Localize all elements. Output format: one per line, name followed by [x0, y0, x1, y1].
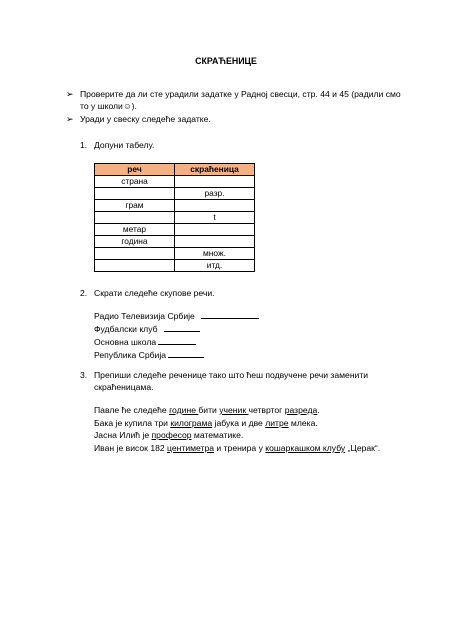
table-cell: итд. [175, 260, 255, 272]
sentence-text: Павле ће следеће [94, 405, 170, 415]
table-row [95, 260, 255, 272]
table-row [95, 248, 255, 260]
phrase-item [94, 322, 200, 335]
phrase-item [94, 335, 196, 348]
sentence-text: Јасна Илић је [94, 430, 152, 440]
underlined-word: кошаркашком клубу [265, 443, 346, 453]
underlined-word: разреда [284, 405, 318, 415]
underlined-word: литре [265, 418, 289, 428]
sentence-text: математике. [191, 430, 244, 440]
phrase-item [94, 309, 259, 322]
bullet-2-line-1: Уради у свеску следеће задатке. [80, 114, 211, 124]
abbreviation-table [94, 163, 255, 272]
underlined-word: професор [151, 430, 192, 440]
sentence-3 [94, 429, 243, 441]
table-row [95, 188, 255, 200]
table-cell: година [95, 236, 175, 248]
table-cell [95, 260, 175, 272]
table-cell: грам [95, 200, 175, 212]
underlined-word: центиметра [167, 443, 215, 453]
sentence-1 [94, 404, 320, 416]
phrase-text: Република Србија [94, 350, 167, 360]
arrow-bullet-icon: ➢ [66, 89, 74, 99]
phrase-text: Радио Телевизија Србије [94, 311, 195, 321]
sentence-text: млека. [288, 418, 318, 428]
table-cell [175, 200, 255, 212]
table-cell [175, 224, 255, 236]
table-cell [95, 212, 175, 224]
sentence-text: јабука и две [212, 418, 266, 428]
table-row [95, 200, 255, 212]
sentence-text: бити [198, 405, 220, 415]
table-cell: t [175, 212, 255, 224]
table-header-word: реч [95, 164, 175, 176]
table-row [95, 212, 255, 224]
table-row [95, 236, 255, 248]
table-cell [95, 248, 175, 260]
underlined-word: ученик [219, 405, 249, 415]
task-2-instruction: Скрати следеће скупове речи. [94, 288, 215, 298]
table-header-abbreviation: скраћеница [175, 164, 255, 176]
arrow-bullet-icon: ➢ [66, 114, 74, 124]
phrase-text: Основна школа [94, 337, 157, 347]
table-cell: множ. [175, 248, 255, 260]
task-2-number: 2. [80, 288, 88, 298]
sentence-2 [94, 417, 318, 429]
underlined-word: године [169, 405, 199, 415]
table-cell: разр. [175, 188, 255, 200]
task-3-instruction-line-2: скраћеницама. [94, 382, 154, 392]
task-1-number: 1. [80, 140, 88, 150]
table-cell: страна [95, 176, 175, 188]
phrase-text: Фудбалски клуб [94, 324, 158, 334]
phrase-item [94, 348, 204, 361]
bullet-1-line-2: то у школи☺). [80, 101, 137, 111]
sentence-text: . [317, 405, 320, 415]
sentence-4 [94, 442, 380, 454]
sentence-text: Иван је висок 182 [94, 443, 168, 453]
table-cell [95, 188, 175, 200]
task-3-instruction-line-1: Препиши следеће реченице тако што ћеш подвучене речи заменити [94, 370, 369, 380]
page-title: СКРАЋЕНИЦЕ [195, 56, 257, 66]
sentence-text: Бака је купила три [94, 418, 171, 428]
answer-blank [158, 335, 196, 345]
bullet-item-2 [66, 113, 211, 125]
sentence-text: „Церак“. [345, 443, 381, 453]
bullet-item-1 [66, 88, 401, 100]
answer-blank [201, 309, 259, 319]
answer-blank [168, 348, 204, 358]
underlined-word: килограма [170, 418, 213, 428]
table-row [95, 176, 255, 188]
table-cell [175, 236, 255, 248]
bullet-1-line-1: Проверите да ли сте урадили задатке у Радној свесци, стр. 44 и 45 (радили смо [80, 89, 401, 99]
table-header-row [95, 164, 255, 176]
table-cell [175, 176, 255, 188]
answer-blank [164, 322, 200, 332]
task-3-number: 3. [80, 370, 88, 380]
sentence-text: и тренира у [214, 443, 266, 453]
sentence-text: четвртог [248, 405, 285, 415]
table-cell: метар [95, 224, 175, 236]
task-1-instruction: Допуни табелу. [94, 140, 155, 150]
table-row [95, 224, 255, 236]
